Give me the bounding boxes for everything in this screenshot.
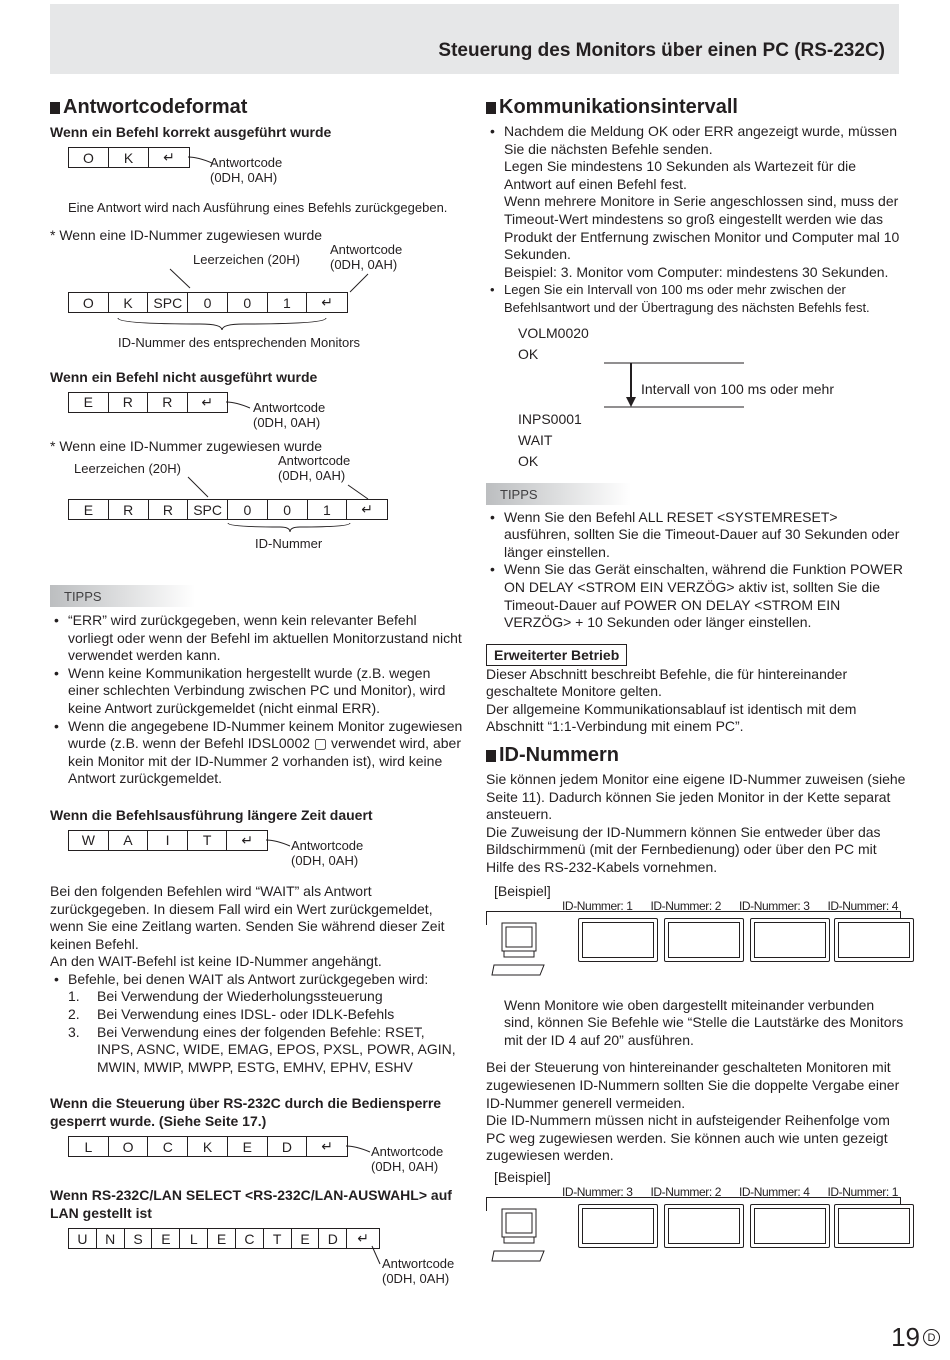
code-cell: R <box>109 393 149 412</box>
code-cell: ↵ <box>357 1230 370 1247</box>
list-item: • Wenn die angegebene ID-Nummer keinem Monitor zugewiesen wurde (z.B. wenn der Befehl IDSL0002 ▢ verwendet wird, aber kein Monitor mit der ID-Nummer 2 vorhanden ist), wird keine Antwort zurückgemeldet. <box>50 718 465 788</box>
code-cell: T <box>264 1229 292 1248</box>
id-label: ID-Nummer: 3 <box>738 898 810 913</box>
err-id-diagram <box>50 455 465 533</box>
tips-list-left <box>50 612 465 788</box>
monitor <box>750 1204 830 1248</box>
antwortcodeformat-heading: Antwortcodeformat <box>50 96 465 119</box>
code-cell: E <box>292 1229 320 1248</box>
erw-text-2: Der allgemeine Kommunikationsablauf ist identisch mit dem Abschnitt “1:1-Verbindung mit einem PC”. <box>486 700 857 735</box>
list-item: 3. Bei Verwendung eines der folgenden Befehle: RSET, INPS, ASNC, WIDE, EMAG, EPOS, PXSL, POWR, AGIN, MWIN, MWIP, MWPP, ESTG, EMHV, EPHV, ESHV <box>68 1023 456 1075</box>
wait-numbered-list <box>68 988 465 1076</box>
err-id-code <box>68 499 388 520</box>
tips-list-right <box>486 509 906 632</box>
wait-leader-line <box>264 836 294 856</box>
beispiel-label: [Beispiel] <box>494 1168 551 1185</box>
interval-label: Intervall von 100 ms oder mehr <box>641 380 834 397</box>
sequence-line: VOLM0020 <box>518 324 589 341</box>
code-cell: W <box>69 831 109 850</box>
ok-id-code <box>68 292 348 313</box>
err-code <box>68 392 228 413</box>
page-title: Steuerung des Monitors über einen PC (RS-232C) <box>438 40 885 61</box>
code-cell: 0 <box>188 293 228 312</box>
kommunikationsintervall-heading: Kommunikationsintervall <box>486 96 906 119</box>
list-item: • “ERR” wird zurückgegeben, wenn kein relevanter Befehl vorliegt oder wenn der Befehl im aktuellen Monitorzustand nicht verwendet werden kann. <box>50 612 465 665</box>
err-id-annotation: Antwortcode (0DH, 0AH) <box>278 453 351 484</box>
code-cell: 1 <box>308 500 348 519</box>
ok-desc: Eine Antwort wird nach Ausführung eines Befehls zurückgegeben. <box>68 200 448 215</box>
code-cell: ↵ <box>321 294 334 311</box>
list-item: • Wenn Sie den Befehl ALL RESET <SYSTEMRESET> ausführen, sollten Sie die Timeout-Dauer auf 30 Sekunden oder länger einstellen. <box>486 509 906 562</box>
list-item: 1. Bei Verwendung der Wiederholungssteuerung <box>68 988 383 1005</box>
example-diagram-2 <box>486 1169 906 1275</box>
code-cell: ↵ <box>361 501 373 518</box>
code-cell: D <box>268 1137 308 1156</box>
id-nummer-label: ID-Nummer <box>255 536 323 552</box>
locked-heading: Wenn die Steuerung über RS-232C durch die Bediensperre gesperrt wurde. (Siehe Seite 17.) <box>50 1095 442 1130</box>
unselected-annotation: Antwortcode (0DH, 0AH) <box>382 1256 455 1287</box>
locked-annotation: Antwortcode (0DH, 0AH) <box>371 1144 444 1175</box>
tipps-banner-right: TIPPS <box>486 483 631 505</box>
star-note-1: * Wenn eine ID-Nummer zugewiesen wurde <box>50 226 323 243</box>
list-item: • Nachdem die Meldung OK oder ERR angezeigt wurde, müssen Sie die nächsten Befehle senden. Legen Sie mindestens 10 Sekunden als Wartezeit für die Antwort auf einen Befehl fest. Wenn mehrere Monitore in Serie angeschlossen sind, muss der Timeout-Wert mindestens so groß eingestellt werden wie das Produkt der Entfernung zwischen Monitor und Computer mal 10 Sekunden. Beispiel: 3. Monitor vom Computer: mindestens 30 Sekunden. <box>486 123 906 281</box>
wait-code <box>68 830 268 851</box>
code-cell: 0 <box>268 500 308 519</box>
code-cell: C <box>148 1137 188 1156</box>
tipps-banner-left: TIPPS <box>50 585 195 607</box>
code-cell: T <box>188 831 228 850</box>
code-cell: SPC <box>148 293 188 312</box>
sequence-bottom <box>518 409 582 472</box>
sequence-line: INPS0001 <box>518 410 582 427</box>
ok-code <box>68 147 190 168</box>
monitor <box>664 1204 744 1248</box>
ok-id-annotation: Antwortcode (0DH, 0AH) <box>330 242 403 273</box>
code-cell: E <box>208 1229 236 1248</box>
list-item: 2. Bei Verwendung eines IDSL- oder IDLK-Befehls <box>68 1006 395 1023</box>
computer-icon <box>490 921 546 981</box>
page-number-text: 19 <box>891 1322 920 1352</box>
code-cell: O <box>69 148 109 167</box>
code-cell: D <box>319 1229 347 1248</box>
id-label: ID-Nummer: 2 <box>650 898 722 913</box>
code-cell: ↵ <box>201 393 214 410</box>
code-cell: 1 <box>268 293 308 312</box>
code-cell: O <box>69 293 109 312</box>
err-id-brace <box>50 521 465 533</box>
code-cell: ↵ <box>321 1138 334 1155</box>
id-label: ID-Nummer des entsprechenden Monitors <box>118 335 361 351</box>
ok-id-diagram <box>50 244 465 336</box>
wait-annotation: Antwortcode (0DH, 0AH) <box>291 837 364 868</box>
id-label: ID-Nummer: 1 <box>827 1184 898 1199</box>
code-cell: ↵ <box>163 149 175 165</box>
ok-annotation: Antwortcode (0DH, 0AH) <box>210 155 283 185</box>
id-nummern-heading: ID-Nummern <box>486 744 906 767</box>
wait-p2: An den WAIT-Befehl ist keine ID-Nummer angehängt. <box>50 953 382 970</box>
code-cell: SPC <box>188 500 228 519</box>
code-cell: O <box>109 1137 149 1156</box>
code-cell: I <box>148 831 188 850</box>
sequence-line: OK <box>518 345 539 362</box>
code-cell: E <box>69 393 109 412</box>
monitor <box>578 918 658 962</box>
id-label: ID-Nummer: 1 <box>562 898 633 913</box>
unselected-diagram <box>50 1222 465 1288</box>
locked-diagram <box>50 1130 465 1180</box>
star-note-2: * Wenn eine ID-Nummer zugewiesen wurde <box>50 437 323 454</box>
page-number <box>891 1322 940 1353</box>
ok-heading: Wenn ein Befehl korrekt ausgeführt wurde <box>50 124 332 140</box>
id-label: ID-Nummer: 3 <box>562 1184 633 1199</box>
code-cell: K <box>109 148 149 167</box>
locked-code <box>68 1136 348 1157</box>
id-label: ID-Nummer: 2 <box>650 1184 722 1199</box>
erweiterter-betrieb-box: Erweiterter Betrieb <box>486 644 906 666</box>
id-p2: Die Zuweisung der ID-Nummern können Sie entweder über das Bildschirmmenü (mit der Fernbedienung) oder über den PC mit Hilfe des RS-232-Kabels vornehmen. <box>486 823 881 876</box>
err-heading: Wenn ein Befehl nicht ausgeführt wurde <box>50 368 318 385</box>
code-cell: L <box>69 1137 109 1156</box>
language-badge: D <box>923 1329 940 1346</box>
code-cell: L <box>180 1229 208 1248</box>
komm-list <box>486 123 906 317</box>
list-item: • Wenn keine Kommunikation hergestellt wurde (z.B. wegen einer schlechten Verbindung zwischen PC und Monitor), wird keine Antwort zurückgemeldet (nicht einmal ERR). <box>50 665 465 718</box>
ok-id-lines <box>50 244 465 336</box>
id-label: ID-Nummer: 4 <box>738 1184 810 1199</box>
code-cell: 0 <box>228 293 268 312</box>
list-item: • Befehle, bei denen WAIT als Antwort zurückgegeben wird: <box>50 971 465 989</box>
beispiel-label: [Beispiel] <box>494 882 551 899</box>
code-cell: R <box>109 500 149 519</box>
code-cell: R <box>149 500 189 519</box>
monitor <box>834 918 914 962</box>
code-cell: 0 <box>228 500 268 519</box>
code-cell: E <box>152 1229 180 1248</box>
monitor <box>578 1204 658 1248</box>
monitor <box>834 1204 914 1248</box>
page-header <box>50 4 899 74</box>
computer-icon <box>490 1207 546 1267</box>
sequence-line: OK <box>518 452 539 469</box>
leerzeichen-label: Leerzeichen (20H) <box>74 461 181 477</box>
err-leader-line <box>224 398 254 418</box>
wait-diagram <box>50 824 465 876</box>
left-column <box>50 96 465 1288</box>
err-annotation: Antwortcode (0DH, 0AH) <box>253 399 326 430</box>
example-diagram-1 <box>486 883 906 989</box>
interval-sequence <box>486 323 906 473</box>
chain-p1: Bei der Steuerung von hintereinander geschalteten Monitoren mit zugewiesenen ID-Nummern sollten Sie die doppelte Vergabe einer ID-Nummer generell vermeiden. <box>486 1059 900 1111</box>
ok-diagram <box>50 141 465 191</box>
list-item: • Legen Sie ein Intervall von 100 ms oder mehr zwischen der Befehlsantwort und der Übertragung des nächsten Befehls fest. <box>486 281 906 316</box>
sequence-line: WAIT <box>518 431 553 448</box>
wait-heading: Wenn die Befehlsausführung längere Zeit dauert <box>50 806 373 823</box>
monitor <box>664 918 744 962</box>
code-cell: ↵ <box>241 831 254 848</box>
lan-heading: Wenn RS-232C/LAN SELECT <RS-232C/LAN-AUSWAHL> auf LAN gestellt ist <box>50 1187 452 1222</box>
locked-leader-line <box>344 1142 374 1162</box>
code-cell: C <box>236 1229 264 1248</box>
wait-bullet-list <box>50 971 465 989</box>
code-cell: A <box>109 831 149 850</box>
code-cell: E <box>69 500 109 519</box>
id-p1: Sie können jedem Monitor eine eigene ID-Nummer zuweisen (siehe Seite 11). Dadurch können Sie jeden Monitor in der Kette separat ansteuern. <box>486 771 906 823</box>
code-cell: U <box>69 1229 97 1248</box>
code-cell: S <box>125 1229 153 1248</box>
id-label: ID-Nummer: 4 <box>827 898 898 913</box>
erw-text: Dieser Abschnitt beschreibt Befehle, die für hintereinander geschaltete Monitore gelten. <box>486 665 848 700</box>
list-item: • Wenn Sie das Gerät einschalten, während die Funktion POWER ON DELAY <STROM EIN VERZÖG> aktiv ist, sollten Sie die Timeout-Dauer auf POWER ON DELAY <STROM EIN VERZÖG> + 10 Sekunden oder länger einstellen. <box>486 561 906 631</box>
code-cell: K <box>109 293 149 312</box>
wait-p1: Bei den folgenden Befehlen wird “WAIT” als Antwort zurückgegeben. In diesem Fall wird ein Wert zurückgemeldet, wenn Sie eine Zeitlang warten. Senden Sie während dieser Zeit keinen Befehl. <box>50 882 445 952</box>
sequence-top <box>518 323 589 365</box>
code-cell: N <box>97 1229 125 1248</box>
code-cell: R <box>148 393 188 412</box>
code-cell: E <box>228 1137 268 1156</box>
code-cell: K <box>188 1137 228 1156</box>
monitor <box>750 918 830 962</box>
unselected-code <box>68 1228 380 1249</box>
leerzeichen-label: Leerzeichen (20H) <box>193 252 300 268</box>
example-text: Wenn Monitore wie oben dargestellt miteinander verbunden sind, können Sie Befehle wie “Stelle die Lautstärke des Monitors mit der ID 4 auf 20” ausführen. <box>504 996 904 1048</box>
err-diagram <box>50 386 465 434</box>
right-column <box>486 96 906 1275</box>
chain-p2: Die ID-Nummern müssen nicht in aufsteigender Reihenfolge vom PC weg zugewiesen werden. Sie können auch wie unten gezeigt zugewiesen werden. <box>486 1112 890 1164</box>
